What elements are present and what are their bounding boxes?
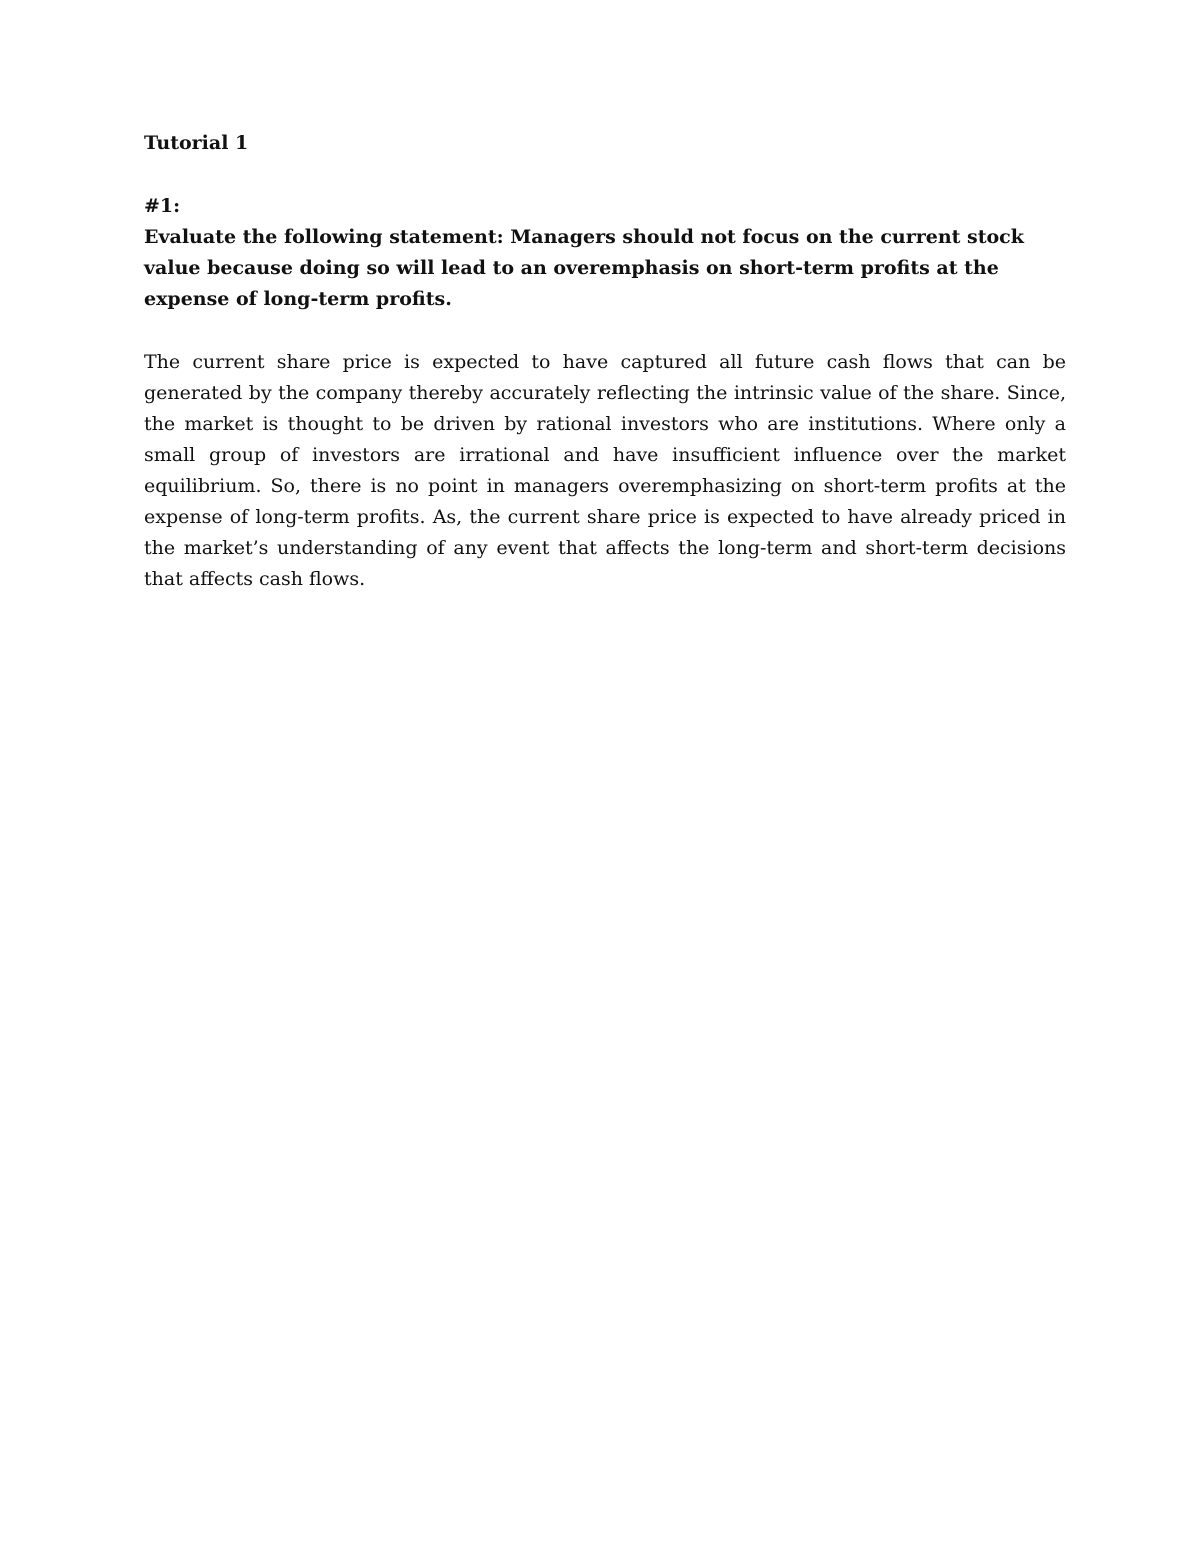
question-number: #1:: [144, 195, 181, 217]
document-title: Tutorial 1: [144, 132, 249, 154]
answer-paragraph: The current share price is expected to have captured all future cash flows that can be generated by the company thereby accurately reflecting the intrinsic value of the share. Since, the market is thought to be driven by rational investors who are institutions. Where only a small group of investors are irrational and have insufficient influence over the market equilibrium. So, there is no point in managers overemphasizing on short-term profits at the expense of long-term profits. As, the current share price is expected to have already priced in the market’s understanding of any event that affects the long-term and short-term decisions that affects cash flows.: [144, 351, 1066, 590]
document-body: [144, 128, 1066, 595]
question-text: Evaluate the following statement: Managers should not focus on the current stock value because doing so will lead to an overemphasis on short-term profits at the expense of long-term profits.: [144, 226, 1024, 310]
